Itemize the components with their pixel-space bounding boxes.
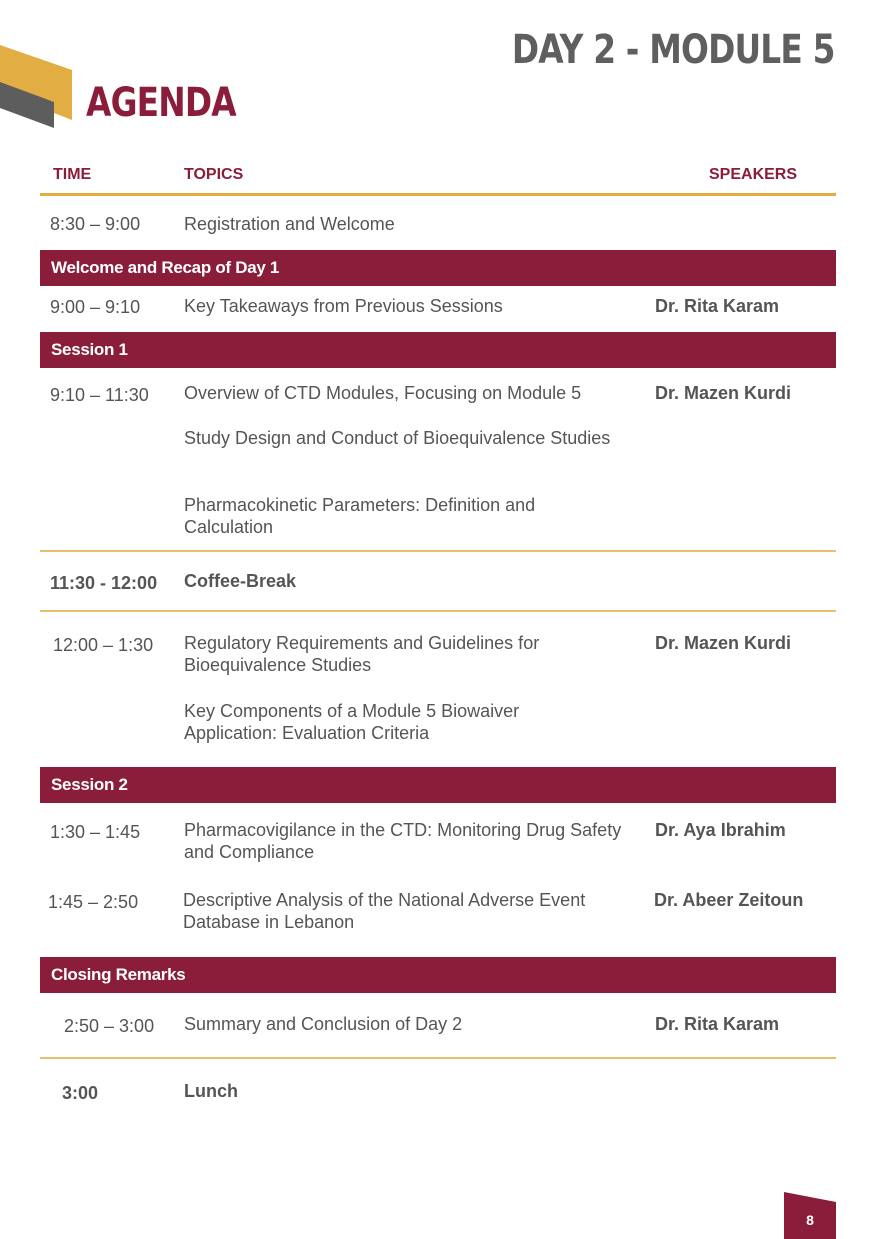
coffee-time: 11:30 - 12:00 <box>50 573 158 593</box>
pharmacovigilance-topic: Pharmacovigilance in the CTD: Monitoring Drug Safety and Compliance <box>184 820 622 862</box>
coffee-topic: Coffee-Break <box>184 571 297 591</box>
page-number-badge <box>784 1192 836 1239</box>
section-band-label: Closing Remarks <box>51 965 186 984</box>
session1-topic-3: Pharmacokinetic Parameters: Definition and Calculation <box>184 495 536 537</box>
day-module-title: DAY 2 - MODULE 5 <box>512 27 835 73</box>
lunch-time: 3:00 <box>62 1083 99 1103</box>
pharmacovigilance-speaker: Dr. Aya Ibrahim <box>655 820 786 840</box>
recap-speaker: Dr. Rita Karam <box>655 296 780 316</box>
regulatory-speaker: Dr. Mazen Kurdi <box>655 633 792 653</box>
row-divider <box>40 550 836 552</box>
descriptive-time: 1:45 – 2:50 <box>48 892 139 912</box>
column-header-speakers: SPEAKERS <box>709 166 798 183</box>
column-header-topics: TOPICS <box>184 166 244 183</box>
descriptive-topic: Descriptive Analysis of the National Adverse Event Database in Lebanon <box>183 890 586 932</box>
row-divider <box>40 1057 836 1059</box>
page-number: 8 <box>806 1212 814 1228</box>
section-band-welcome <box>40 250 836 286</box>
section-band-label: Welcome and Recap of Day 1 <box>51 258 280 277</box>
session1-topic-2: Study Design and Conduct of Bioequivalence Studies <box>184 428 611 448</box>
pharmacovigilance-time: 1:30 – 1:45 <box>50 822 141 842</box>
section-band-label: Session 1 <box>51 340 128 359</box>
session1-time: 9:10 – 11:30 <box>50 385 149 405</box>
summary-speaker: Dr. Rita Karam <box>655 1014 780 1034</box>
recap-topic: Key Takeaways from Previous Sessions <box>184 296 503 316</box>
section-band-session-2 <box>40 767 836 803</box>
session1-speaker: Dr. Mazen Kurdi <box>655 383 792 403</box>
header-divider <box>40 193 836 196</box>
regulatory-topic-1: Regulatory Requirements and Guidelines for Bioequivalence Studies <box>184 633 540 675</box>
recap-time: 9:00 – 9:10 <box>50 297 141 317</box>
descriptive-speaker: Dr. Abeer Zeitoun <box>654 890 804 910</box>
section-band-closing <box>40 957 836 993</box>
registration-time: 8:30 – 9:00 <box>50 214 141 234</box>
registration-topic: Registration and Welcome <box>184 214 395 234</box>
lunch-topic: Lunch <box>184 1081 238 1101</box>
agenda-title: AGENDA <box>86 80 236 126</box>
summary-time: 2:50 – 3:00 <box>64 1016 155 1036</box>
summary-topic: Summary and Conclusion of Day 2 <box>184 1014 463 1034</box>
session1-topic-1: Overview of CTD Modules, Focusing on Module 5 <box>184 383 582 403</box>
row-divider <box>40 610 836 612</box>
section-band-label: Session 2 <box>51 775 128 794</box>
regulatory-topic-2: Key Components of a Module 5 Biowaiver Application: Evaluation Criteria <box>184 701 520 743</box>
column-header-time: TIME <box>53 166 92 183</box>
regulatory-time: 12:00 – 1:30 <box>53 635 154 655</box>
corner-decoration <box>0 40 80 135</box>
section-band-session-1 <box>40 332 836 368</box>
